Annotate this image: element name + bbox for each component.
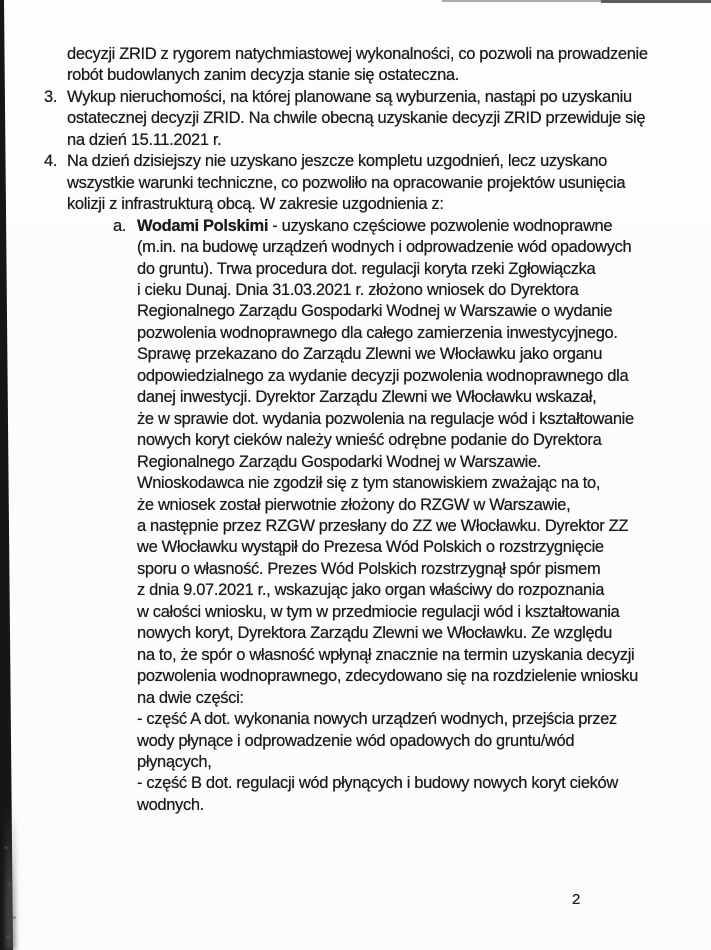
scan-speckle xyxy=(12,916,16,919)
text-line: że w sprawie dot. wydania pozwolenia na regulacje wód i kształtowanie xyxy=(137,409,634,428)
text-line: ostatecznej decyzji ZRID. Na chwile obecną uzyskanie decyzji ZRID przewiduje się xyxy=(67,109,646,128)
text-line: decyzji ZRID z rygorem natychmiastowej wykonalności, co pozwoli na prowadzenie xyxy=(67,45,648,63)
text-line: na to, że spór o własność wpłynął znacznie na termin uzyskania decyzji xyxy=(137,645,635,664)
list-item-4a-first-line xyxy=(0,216,711,237)
scan-artifact-top-line-dark xyxy=(601,0,711,3)
text-line: sporu o własność. Prezes Wód Polskich rozstrzygnął spór pismem xyxy=(137,559,601,578)
text-line: a następnie przez RZGW przesłany do ZZ we Włocławku. Dyrektor ZZ xyxy=(137,516,629,535)
text-line: pozwolenia wodnoprawnego, zdecydowano się na rozdzielenie wniosku xyxy=(137,667,638,686)
text-line: kolizji z infrastrukturą obcą. W zakresie uzgodnienia z: xyxy=(67,195,444,214)
scan-speckle xyxy=(6,935,11,939)
text-line: (m.in. na budowę urządzeń wodnych i odprowadzenie wód opadowych xyxy=(137,238,632,257)
scan-speckle xyxy=(4,846,8,849)
scan-speckle xyxy=(8,882,11,886)
list-marker-4a: a. xyxy=(113,216,127,235)
text-line: Wykup nieruchomości, na której planowane są wyburzenia, nastąpi po uzyskaniu xyxy=(67,87,632,106)
org-name-bold: Wodami Polskimi xyxy=(137,216,269,235)
list-item-4-first-line xyxy=(0,151,711,172)
text-line: Na dzień dzisiejszy nie uzyskano jeszcze kompletu uzgodnień, lecz uzyskano xyxy=(67,152,607,171)
text-line: odpowiedzialnego za wydanie decyzji pozwolenia wodnoprawnego dla xyxy=(137,366,629,385)
list-marker-4: 4. xyxy=(44,152,58,171)
text-line: Wnioskodawca nie zgodził się z tym stanowiskiem zważając na to, xyxy=(137,474,601,493)
text-line: danej inwestycji. Dyrektor Zarządu Zlewni we Włocławku wskazał, xyxy=(137,388,597,407)
text-line: Regionalnego Zarządu Gospodarki Wodnej w Warszawie. xyxy=(137,452,542,471)
text-line: we Włocławku wystąpił do Prezesa Wód Polskich o rozstrzygnięcie xyxy=(137,538,604,557)
text-line: nowych koryt, Dyrektora Zarządu Zlewni we Włocławku. Ze względu xyxy=(137,624,612,643)
text-line: do gruntu). Trwa procedura dot. regulacji koryta rzeki Zgłowiączka xyxy=(137,259,596,278)
text-line: na dwie części: xyxy=(137,688,244,707)
list-item-3-first-line xyxy=(0,87,711,108)
document-text xyxy=(0,44,711,816)
text-line: płynących, xyxy=(137,752,212,771)
text-line: nowych koryt cieków należy wnieść odrębne podanie do Dyrektora xyxy=(137,431,602,450)
text-line: wodnych. xyxy=(137,795,204,814)
text-line: robót budowlanych zanim decyzja stanie się ostateczna. xyxy=(67,66,459,85)
text-line: i cieku Dunaj. Dnia 31.03.2021 r. złożono wniosek do Dyrektora xyxy=(137,280,579,299)
text-line: - uzyskano częściowe pozwolenie wodnoprawne xyxy=(268,216,613,235)
text-line: Sprawę przekazano do Zarządu Zlewni we Włocławku jako organu xyxy=(137,345,603,364)
text-line: wszystkie warunki techniczne, co pozwoliło na opracowanie projektów usunięcia xyxy=(67,173,626,192)
scan-artifact-left-edge-fuzz xyxy=(5,805,16,950)
text-line: z dnia 9.07.2021 r., wskazując jako organ właściwy do rozpoznania xyxy=(137,581,605,600)
text-line: Regionalnego Zarządu Gospodarki Wodnej w Warszawie o wydanie xyxy=(137,302,613,321)
text-line: wody płynące i odprowadzenie wód opadowych do gruntu/wód xyxy=(137,731,575,750)
text-line: pozwolenia wodnoprawnego dla całego zamierzenia inwestycyjnego. xyxy=(137,323,618,342)
text-line: na dzień 15.11.2021 r. xyxy=(67,130,222,149)
page-number: 2 xyxy=(572,891,581,908)
text-line: że wniosek został pierwotnie złożony do RZGW w Warszawie, xyxy=(137,495,571,514)
text-line: w całości wniosku, w tym w przedmiocie regulacji wód i kształtowania xyxy=(137,602,620,621)
list-marker-3: 3. xyxy=(44,87,58,106)
text-line: - część A dot. wykonania nowych urządzeń wodnych, przejścia przez xyxy=(137,710,617,729)
text-line: - część B dot. regulacji wód płynących i budowy nowych koryt cieków xyxy=(137,774,618,793)
